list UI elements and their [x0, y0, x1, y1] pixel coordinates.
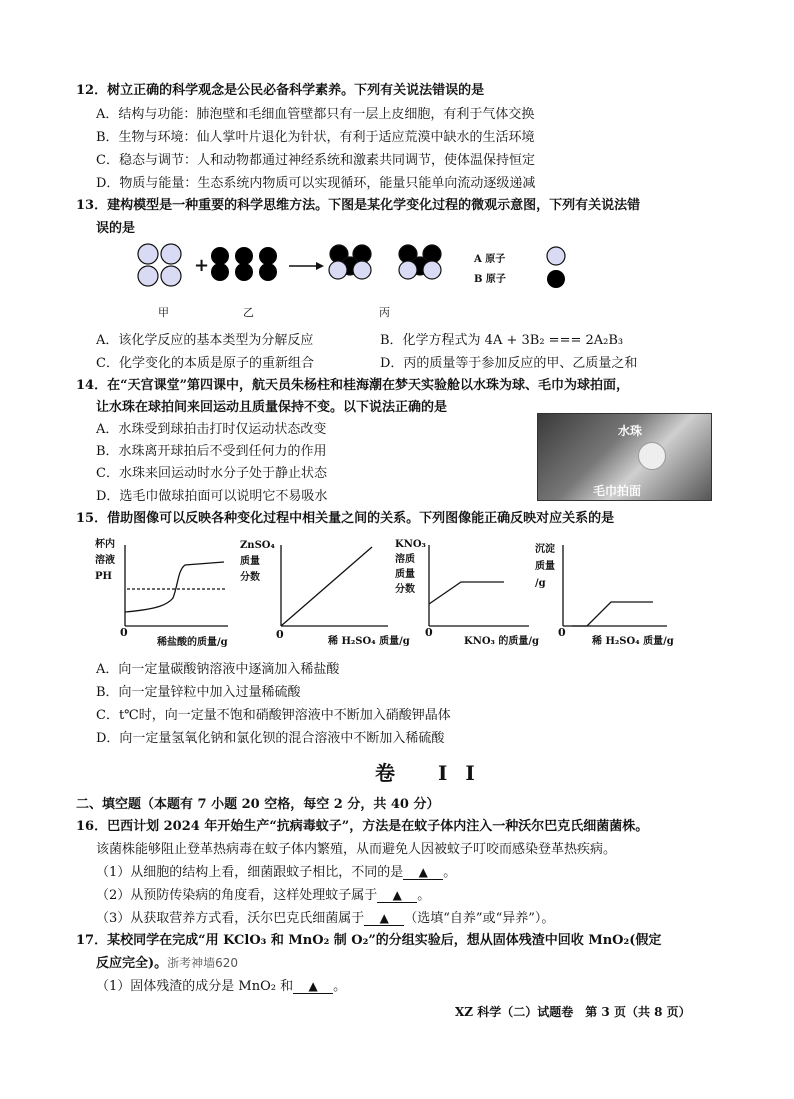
q16-part1-end: 。: [443, 865, 457, 880]
q17-part1-end: 。: [333, 979, 347, 994]
label-bing: 丙: [379, 306, 390, 319]
legend-a-label: A 原子: [474, 254, 506, 265]
graph-1: [125, 545, 228, 626]
q16-part2-end: 。: [417, 888, 431, 903]
q12-stem: 12．树立正确的科学观念是公民必备科学素养。下列有关说法错误的是: [76, 83, 485, 98]
photo-label-towel: 毛巾拍面: [593, 484, 642, 498]
q13-option-c: C．化学变化的本质是原子的重新组合: [96, 356, 314, 371]
q12-option-b: B．生物与环境：仙人掌叶片退化为针状，有利于适应荒漠中缺水的生活环境: [96, 130, 535, 145]
q12-option-c: C．稳态与调节：人和动物都通过神经系统和激素共同调节，使体温保持恒定: [96, 153, 535, 168]
graph1-ylabel-1: 杯内: [95, 539, 115, 550]
graph1-ylabel: [95, 537, 115, 585]
q16-stem-line2: 该菌株能够阻止登革热病毒在蚊子体内繁殖，从而避免人因被蚊子叮咬而感染登革热疾病。: [96, 842, 617, 857]
graph1-origin: 0: [120, 626, 128, 639]
part2-heading: 二、填空题（本题有 7 小题 20 空格，每空 2 分，共 40 分）: [76, 797, 440, 812]
graph3-ylabel-2: 溶质: [395, 554, 415, 565]
graph2-xlabel: 稀 H₂SO₄ 质量/g: [328, 636, 410, 647]
graph1-ylabel-2: 溶液: [95, 555, 115, 566]
graph2-ylabel-3: 分数: [240, 572, 260, 583]
legend-b-label: B 原子: [474, 274, 506, 285]
plus-sign: +: [194, 255, 210, 276]
graph3-ylabel: [395, 537, 426, 597]
photo-label-water-drop: 水珠: [618, 424, 643, 438]
graph3-ylabel-3: 质量: [395, 569, 415, 580]
q14-option-a: A．水珠受到球拍击打时仅运动状态改变: [96, 422, 327, 437]
graph4-ylabel: [535, 541, 555, 592]
graph2-origin: 0: [276, 628, 284, 641]
graph4-ylabel-2: 质量: [535, 561, 555, 572]
q13-option-b: B．化学方程式为 4A + 3B₂ === 2A₂B₃: [380, 333, 624, 348]
graph4-origin: 0: [558, 626, 566, 639]
q15-option-c: C．t℃时，向一定量不饱和硝酸钾溶液中不断加入硝酸钾晶体: [96, 708, 451, 723]
q16-part3: [96, 907, 554, 926]
graph1-xlabel: 稀盐酸的质量/g: [157, 637, 228, 648]
watermark-text: 浙考神墙620: [167, 956, 239, 970]
page-footer: XZ 科学（二）试题卷 第 3 页（共 8 页）: [455, 1005, 691, 1019]
q16-part3-text: （3）从获取营养方式看，沃尔巴克氏细菌属于: [96, 911, 365, 926]
q16-part2: [96, 884, 430, 903]
graph-3: [429, 545, 529, 626]
graph2-ylabel-1: ZnSO₄: [240, 540, 275, 551]
q14-option-b: B．水珠离开球拍后不受到任何力的作用: [96, 444, 327, 459]
q15-option-b: B．向一定量锌粒中加入过量稀硫酸: [96, 685, 301, 700]
graph3-ylabel-4: 分数: [395, 584, 415, 595]
q12-option-a: A．结构与功能：肺泡壁和毛细血管壁都只有一层上皮细胞，有利于气体交换: [96, 107, 535, 122]
label-yi: 乙: [243, 306, 254, 319]
q16-part1-blank[interactable]: ▲: [403, 866, 443, 880]
q16-part2-text: （2）从预防传染病的角度看，这样处理蚊子属于: [96, 888, 378, 903]
graph3-origin: 0: [425, 626, 433, 639]
q14-stem-line1: 14．在“天宫课堂”第四课中，航天员朱杨柱和桂海潮在梦天实验舱以水珠为球、毛巾为球拍面，: [76, 378, 630, 393]
q16-part3-end: （选填“自养”或“异养”）。: [404, 911, 555, 926]
q17-part1-blank[interactable]: ▲: [293, 980, 333, 994]
q17-stem-line2: [96, 952, 238, 971]
q13-option-a: A．该化学反应的基本类型为分解反应: [96, 333, 314, 348]
graph4-xlabel: 稀 H₂SO₄ 质量/g: [592, 636, 674, 647]
q13-option-d: D．丙的质量等于参加反应的甲、乙质量之和: [380, 356, 638, 371]
q14-option-c: C．水珠来回运动时水分子处于静止状态: [96, 466, 327, 481]
q16-part1: [96, 861, 456, 880]
q16-stem-line1: 16．巴西计划 2024 年开始生产“抗病毒蚊子”，方法是在蚊子体内注入一种沃尔巴克氏细菌菌株。: [76, 819, 649, 834]
q17-part1-text: （1）固体残渣的成分是 MnO₂ 和: [96, 979, 294, 994]
q16-part1-text: （1）从细胞的结构上看，细菌跟蚊子相比，不同的是: [96, 865, 404, 880]
graph2-ylabel: [240, 538, 275, 586]
graph1-ylabel-3: PH: [95, 571, 112, 582]
graph4-ylabel-3: /g: [535, 578, 546, 589]
graph3-ylabel-1: KNO₃: [395, 539, 426, 550]
graph3-xlabel: KNO₃ 的质量/g: [464, 636, 540, 647]
q15-option-d: D．向一定量氢氧化钠和氯化钡的混合溶液中不断加入稀硫酸: [96, 731, 445, 746]
q13-stem-line1: 13．建构模型是一种重要的科学思维方法。下图是某化学变化过程的微观示意图，下列有关说法错: [76, 198, 641, 213]
q17-stem-line1: 17．某校同学在完成“用 KClO₃ 和 MnO₂ 制 O₂”的分组实验后，想从固体残渣中回收 MnO₂(假定: [76, 933, 662, 948]
q14-option-d: D．选毛巾做球拍面可以说明它不易吸水: [96, 489, 328, 504]
graph4-ylabel-1: 沉淀: [535, 544, 555, 555]
q17-part1: [96, 975, 346, 994]
q13-stem-line2: 误的是: [96, 221, 136, 236]
q14-stem-line2: 让水珠在球拍间来回运动且质量保持不变。以下说法正确的是: [96, 400, 448, 415]
graph2-ylabel-2: 质量: [240, 556, 260, 567]
graph-2: [281, 545, 388, 626]
q17-stem-line2-text: 反应完全)。: [96, 956, 168, 971]
q16-part3-blank[interactable]: ▲: [364, 912, 404, 926]
q12-option-d: D．物质与能量：生态系统内物质可以实现循环，能量只能单向流动逐级递减: [96, 176, 536, 191]
graph-4: [563, 545, 667, 626]
q16-part2-blank[interactable]: ▲: [377, 889, 417, 903]
section-title: 卷 II: [375, 761, 493, 785]
label-jia: 甲: [158, 306, 169, 319]
q15-option-a: A．向一定量碳酸钠溶液中逐滴加入稀盐酸: [96, 662, 340, 677]
q15-stem: 15．借助图像可以反映各种变化过程中相关量之间的关系。下列图像能正确反映对应关系的是: [76, 511, 615, 526]
